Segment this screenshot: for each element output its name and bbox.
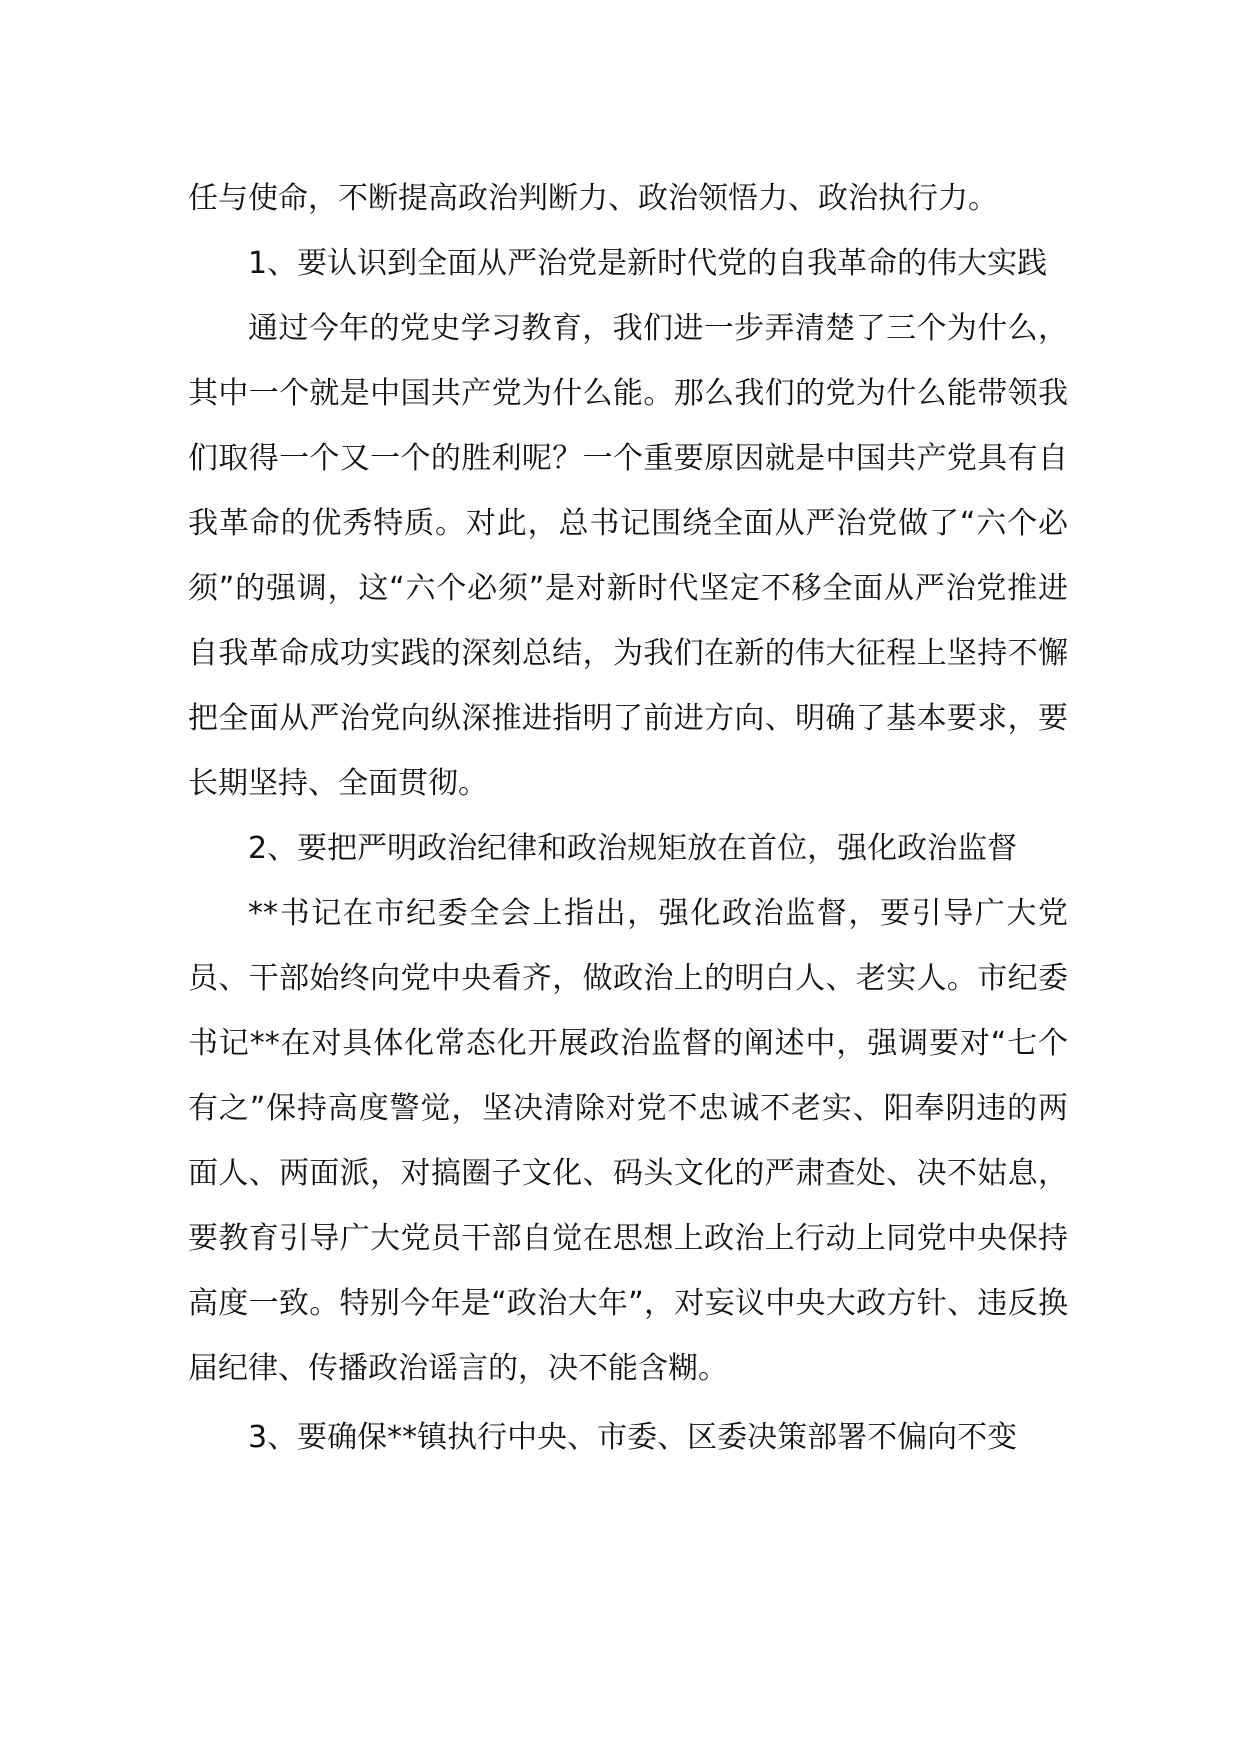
paragraph-political-supervision: **书记在市纪委全会上指出，强化政治监督，要引导广大党员、干部始终向党中央看齐，做政治上的明白人、老实人。市纪委书记**在对具体化常态化开展政治监督的阐述中，强调要对“七个有之”保持高度警觉，坚决清除对党不忠诚不老实、阳奉阴违的两面人、两面派，对搞圈子文化、码头文化的严肃查处、决不姑息，要教育引导广大党员干部自觉在思想上政治上行动上同党中央保持高度一致。特别今年是“政治大年”，对妄议中央大政方针、违反换届纪律、传播政治谣言的，决不能含糊。 <box>188 896 1068 1386</box>
paragraph-party-history: 通过今年的党史学习教育，我们进一步弄清楚了三个为什么，其中一个就是中国共产党为什么能。那么我们的党为什么能带领我们取得一个又一个的胜利呢？一个重要原因就是中国共产党具有自我革命的优秀特质。对此，总书记围绕全面从严治党做了“六个必须”的强调，这“六个必须”是对新时代坚定不移全面从严治党推进自我革命成功实践的深刻总结，为我们在新的伟大征程上坚持不懈把全面从严治党向纵深推进指明了前进方向、明确了基本要求，要长期坚持、全面贯彻。 <box>188 311 1068 801</box>
heading-point-3: 3、要确保**镇执行中央、市委、区委决策部署不偏向不变 <box>248 1420 1018 1455</box>
heading-point-1: 1、要认识到全面从严治党是新时代党的自我革命的伟大实践 <box>248 246 1048 281</box>
document-body <box>188 166 1068 1470</box>
paragraph-continuation: 任与使命，不断提高政治判断力、政治领悟力、政治执行力。 <box>188 181 998 216</box>
heading-point-2: 2、要把严明政治纪律和政治规矩放在首位，强化政治监督 <box>248 831 1018 866</box>
